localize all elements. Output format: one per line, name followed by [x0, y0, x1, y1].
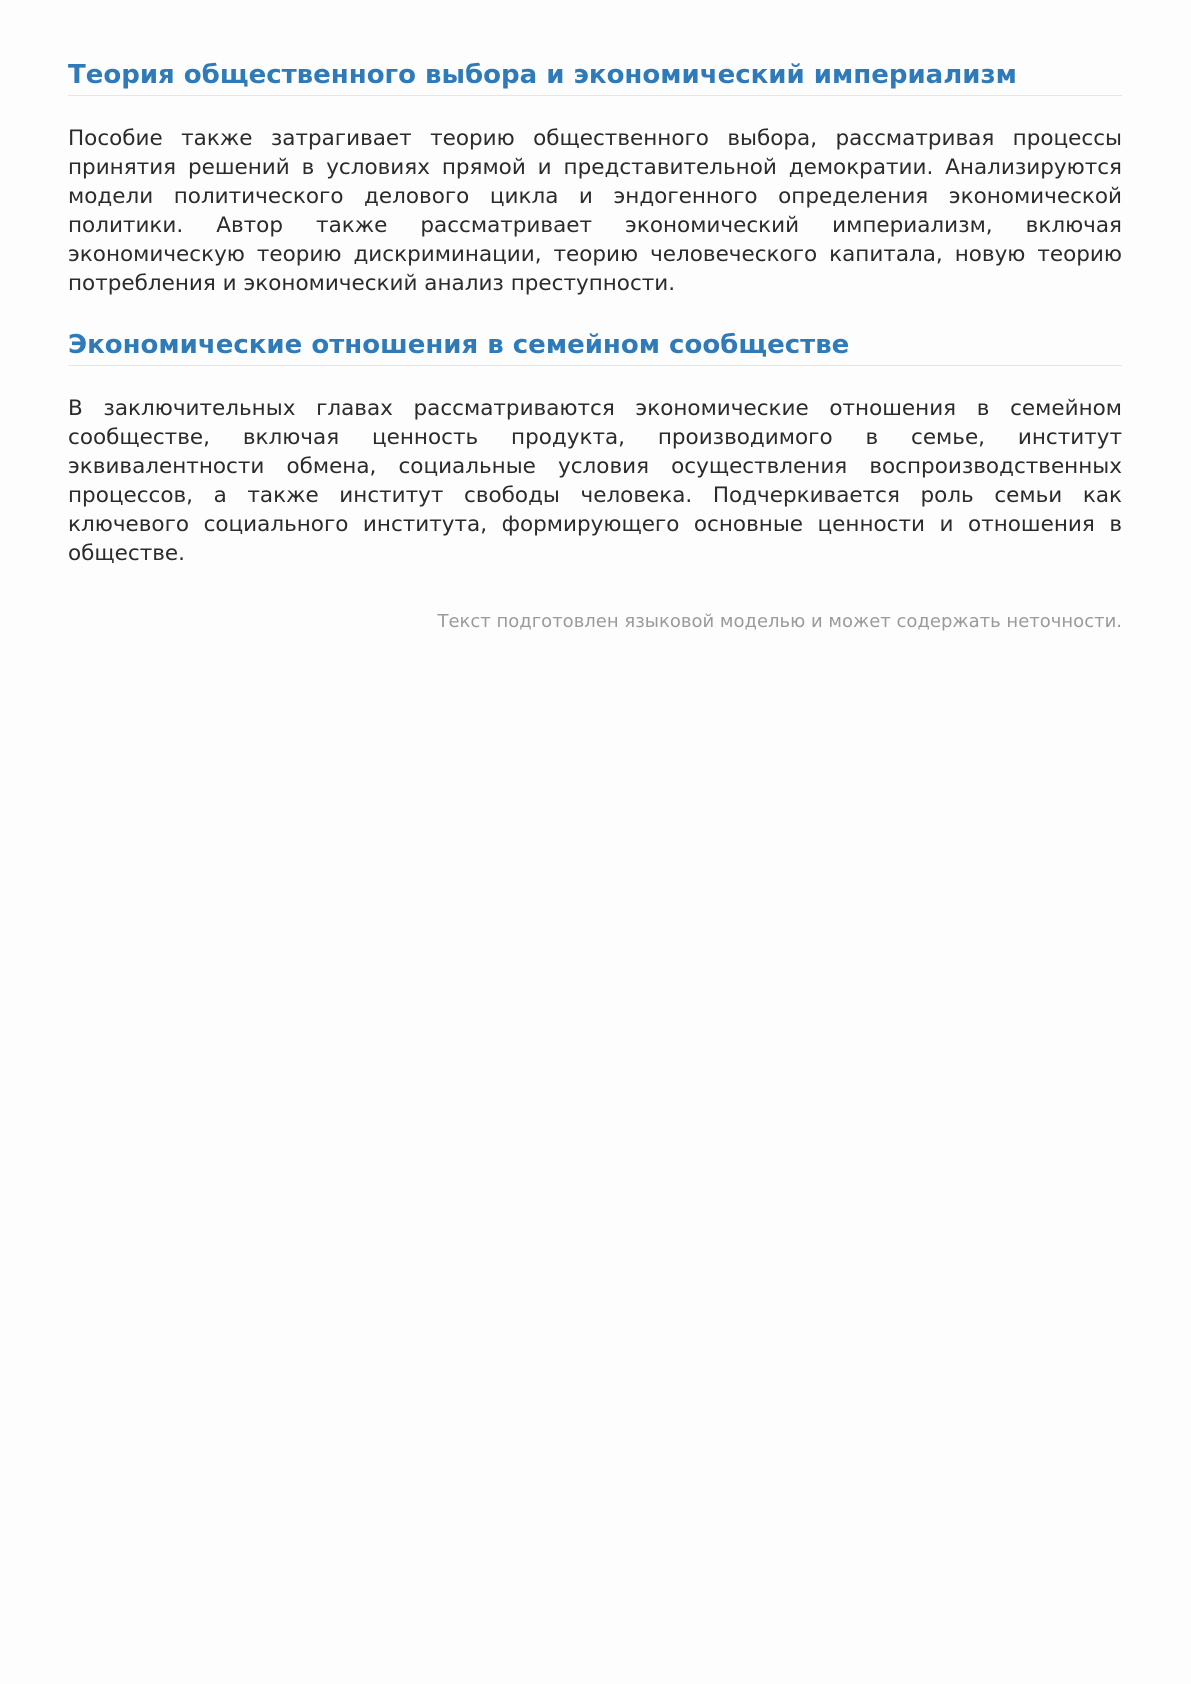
section-paragraph: В заключительных главах рассматриваются экономические отношения в семейном сообществе, включая ценность продукта, производимого в семье, институт эквивалентности обмена, социальные условия осуществления воспроизводственных процессов, а также институт свободы человека. Подчеркивается роль семьи как ключевого социального института, формирующего основные ценности и отношения в обществе. — [68, 396, 1122, 566]
document-page — [68, 50, 1122, 634]
section-heading: Теория общественного выбора и экономический империализм — [68, 58, 1122, 96]
section-paragraph: Пособие также затрагивает теорию общественного выбора, рассматривая процессы принятия решений в условиях прямой и представительной демократии. Анализируются модели политического делового цикла и эндогенного определения экономической политики. Автор также рассматривает экономический империализм, включая экономическую теорию дискриминации, теорию человеческого капитала, новую теорию потребления и экономический анализ преступности. — [68, 126, 1122, 296]
section-heading: Экономические отношения в семейном сообществе — [68, 328, 1122, 366]
ai-disclaimer-note: Текст подготовлен языковой моделью и может содержать неточности. — [437, 611, 1122, 632]
